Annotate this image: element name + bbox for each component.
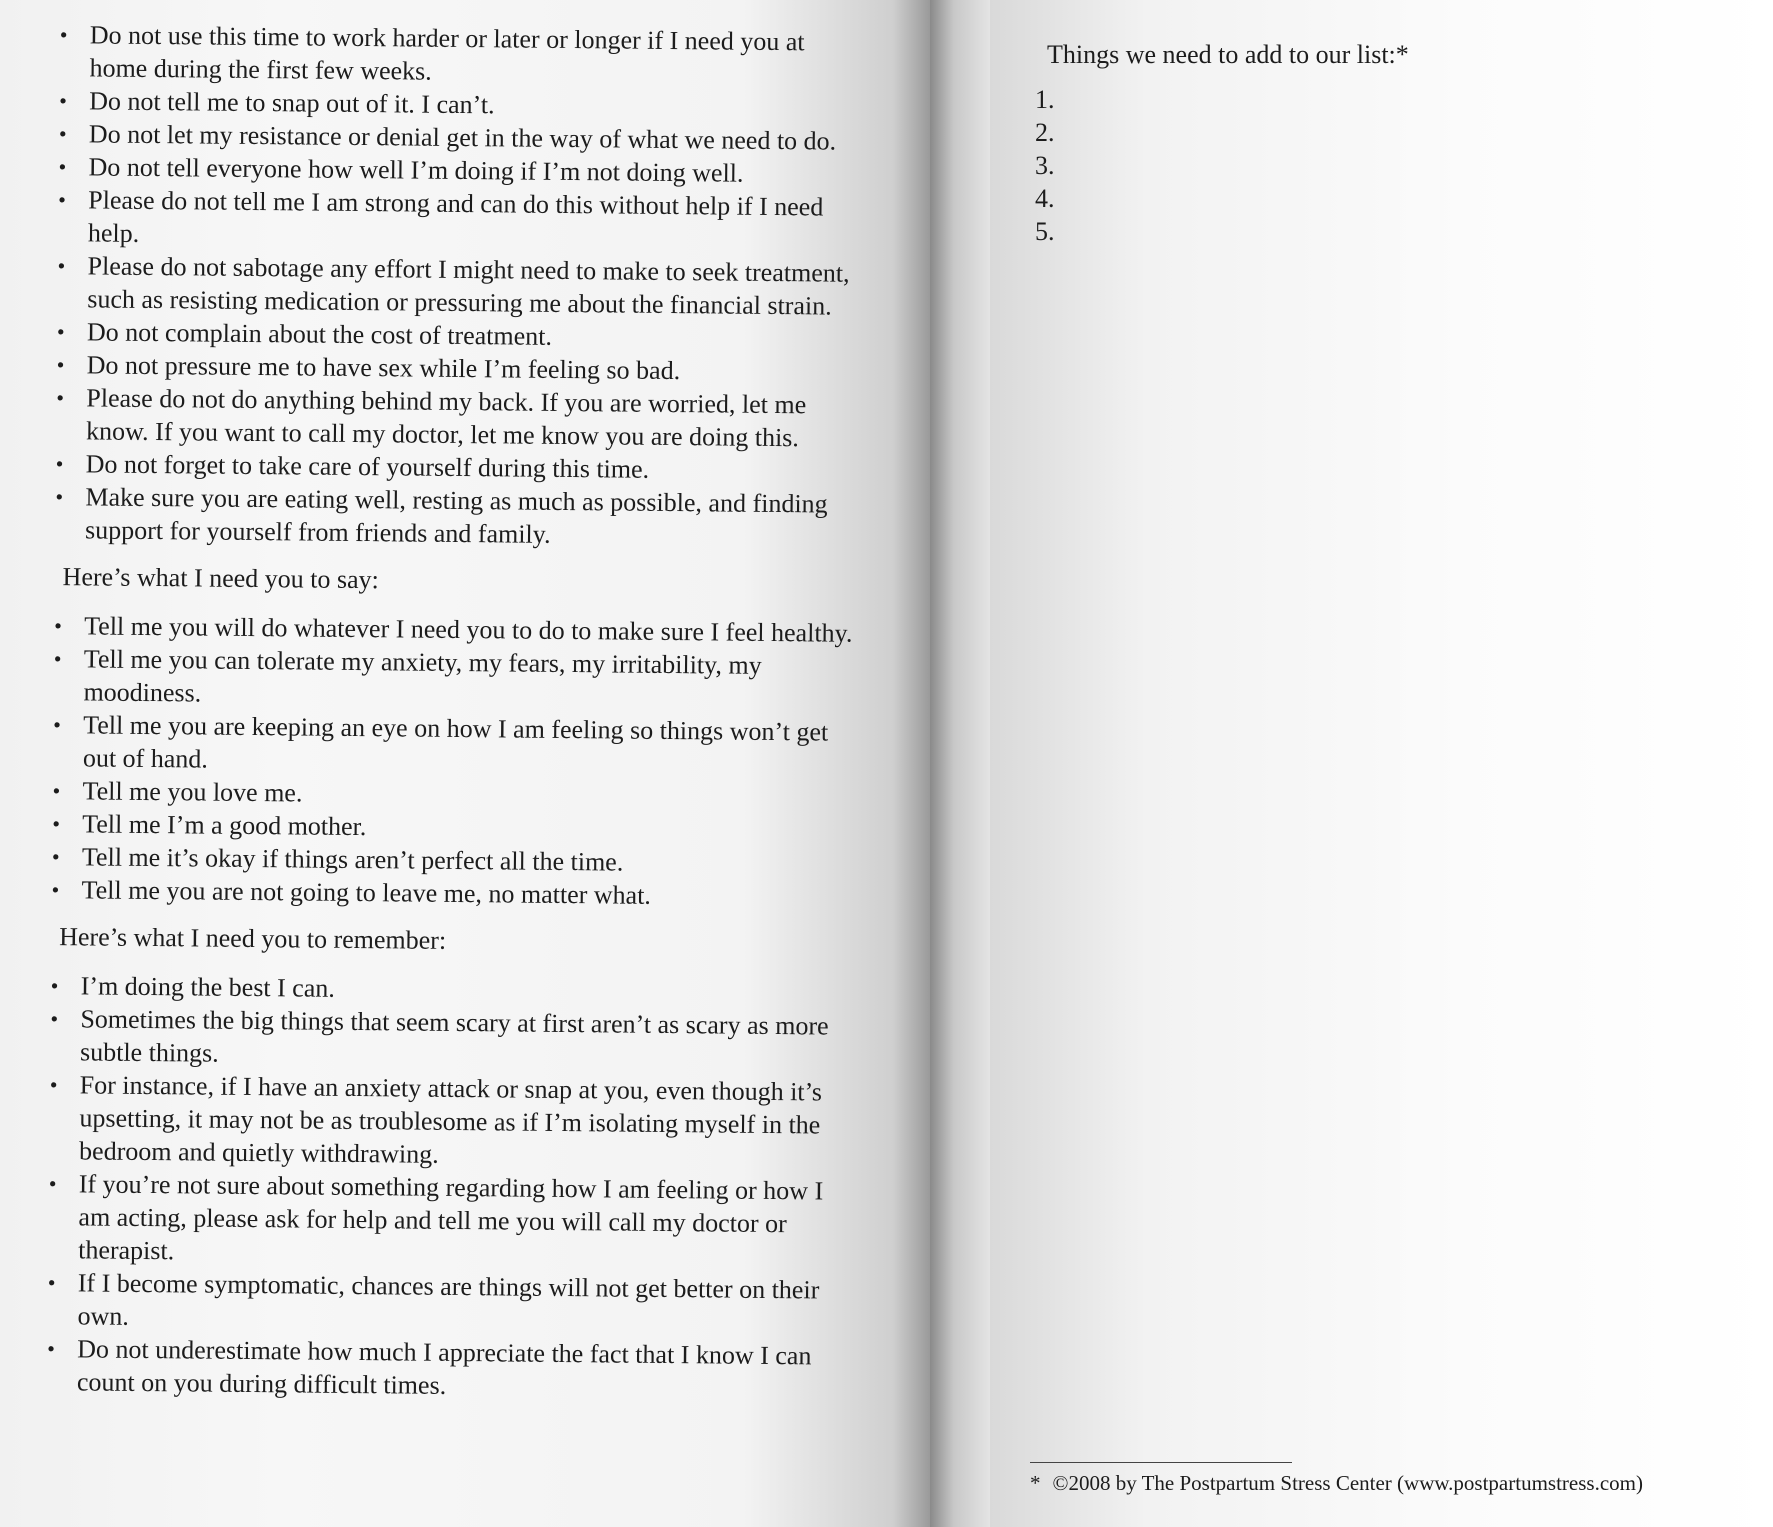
list-item: 4.: [1035, 184, 1055, 213]
bullet-icon: •: [57, 253, 66, 279]
list-item: 2.: [1035, 118, 1055, 147]
bullet-icon: •: [55, 451, 64, 477]
list-item: • Make sure you are eating well, resting as much as possible, and finding support for yourself from friends and family.: [43, 480, 859, 554]
list-item: • Do not underestimate how much I appreciate the fact that I know I can count on you during difficult times.: [35, 1332, 851, 1406]
bullet-icon: •: [58, 121, 67, 147]
bullet-icon: •: [50, 973, 59, 999]
bullet-icon: •: [49, 1072, 58, 1098]
bullet-icon: •: [53, 712, 62, 738]
list-item: • Do not tell everyone how well I’m doing if I’m not doing well.: [46, 150, 861, 191]
bullet-icon: •: [47, 1336, 56, 1362]
bullet-icon: •: [58, 154, 67, 180]
list-item: • Do not complain about the cost of treatment.: [45, 315, 860, 356]
bullet-icon: •: [56, 352, 65, 378]
remember-heading: Here’s what I need you to remember:: [59, 922, 447, 955]
list-title: Things we need to add to our list:*: [1047, 40, 1409, 69]
footnote-text: ©2008 by The Postpartum Stress Center (www.postpartumstress.com): [1052, 1471, 1643, 1495]
bullet-icon: •: [53, 646, 62, 672]
list-item: • If I become symptomatic, chances are things will not get better on their own.: [35, 1266, 851, 1340]
footnote: [1030, 1470, 1730, 1496]
footnote-marker: *: [1030, 1471, 1041, 1495]
list-item: 3.: [1035, 151, 1055, 180]
footnote-divider: [1030, 1462, 1292, 1463]
list-item: • Tell me you will do whatever I need you to do to make sure I feel healthy.: [42, 609, 857, 650]
bullet-icon: •: [48, 1171, 57, 1197]
intro-bullet-list: [43, 18, 863, 554]
list-item: • Tell me you love me.: [40, 774, 855, 815]
list-item: • Tell me it’s okay if things aren’t perfect all the time.: [40, 840, 855, 881]
list-item: • I’m doing the best I can.: [39, 969, 854, 1010]
bullet-icon: •: [52, 811, 61, 837]
list-item: • Do not use this time to work harder or later or longer if I need you at home during the first few weeks.: [47, 18, 863, 92]
list-item: • Do not pressure me to have sex while I’m feeling so bad.: [45, 348, 860, 389]
list-item: • Tell me you are not going to leave me, no matter what.: [39, 873, 854, 914]
bullet-icon: •: [59, 88, 68, 114]
numbered-list: [1035, 83, 1635, 248]
bullet-icon: •: [56, 385, 65, 411]
bullet-icon: •: [59, 22, 68, 48]
list-item: • Tell me you are keeping an eye on how I am feeling so things won’t get out of hand.: [41, 708, 857, 782]
bullet-icon: •: [50, 1006, 59, 1032]
list-item: • Do not tell me to snap out of it. I can’t.: [47, 84, 862, 125]
list-item: • For instance, if I have an anxiety attack or snap at you, even though it’s upsetting, it may not be as troublesome as if I’m isolating myself in the bedroom and quietly withdrawing.: [37, 1068, 853, 1175]
list-item: • Please do not do anything behind my back. If you are worried, let me know. If you want to call my doctor, let me know you are doing this.: [44, 381, 860, 455]
list-item: 5.: [1035, 217, 1055, 246]
right-page-text: [1035, 38, 1635, 248]
list-item: • Do not let my resistance or denial get in the way of what we need to do.: [47, 117, 862, 158]
list-item: • Do not forget to take care of yourself during this time.: [44, 447, 859, 488]
bullet-icon: •: [52, 778, 61, 804]
bullet-icon: •: [51, 844, 60, 870]
bullet-icon: •: [56, 319, 65, 345]
say-heading: Here’s what I need you to say:: [62, 562, 380, 595]
bullet-icon: •: [55, 484, 64, 510]
bullet-icon: •: [54, 613, 62, 639]
list-item: • Tell me I’m a good mother.: [40, 807, 855, 848]
bullet-icon: •: [51, 877, 60, 903]
say-bullet-list: [39, 609, 857, 914]
list-item: • Please do not sabotage any effort I might need to make to seek treatment, such as resisting medication or pressuring me about the financial strain.: [45, 249, 861, 323]
left-page-text: [35, 18, 863, 1406]
list-item: • If you’re not sure about something regarding how I am feeling or how I am acting, please ask for help and tell me you will call my doctor or therapist.: [36, 1167, 852, 1274]
book-gutter: [930, 0, 990, 1527]
bullet-icon: •: [58, 187, 67, 213]
list-item: 1.: [1035, 85, 1055, 114]
list-item: • Tell me you can tolerate my anxiety, my fears, my irritability, my moodiness.: [41, 642, 857, 716]
list-item: • Please do not tell me I am strong and can do this without help if I need help.: [46, 183, 862, 257]
bullet-icon: •: [47, 1270, 56, 1296]
list-item: • Sometimes the big things that seem scary at first aren’t as scary as more subtle things.: [38, 1002, 854, 1076]
remember-bullet-list: [35, 969, 854, 1406]
